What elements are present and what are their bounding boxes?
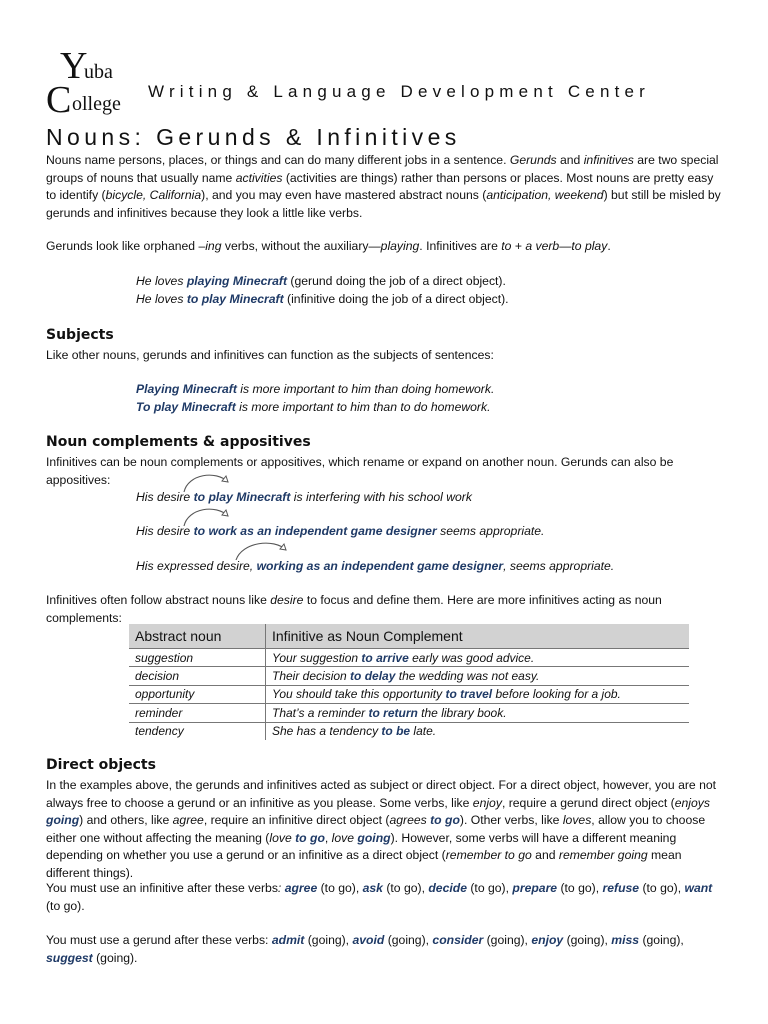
highlighted-term: to go [295,830,325,845]
highlighted-term: decide [428,881,467,895]
highlighted-term: want [684,881,713,895]
column-header: Abstract noun [129,624,266,649]
text-run: ) but still be misled by gerunds and infinitives because they look a little like verbs. [46,188,721,220]
text-run: He loves [136,292,187,306]
text-run: to focus and define them. Here are more infinitives acting as noun complements: [46,593,662,625]
text-run: Infinitives often follow abstract nouns like [46,593,271,607]
complements-followup [46,592,726,627]
intro-paragraph [46,152,726,222]
text-run: and [556,153,584,167]
highlighted-term: going [46,813,80,827]
highlighted-term: refuse [602,881,640,895]
text-run: (going). [92,950,138,965]
text-run: early was good advice. [408,650,535,665]
text-run: — [559,239,572,253]
italic-term: Gerunds [509,153,557,167]
direct-objects-paragraph [46,777,726,882]
text-run: , [324,830,332,845]
svg-text:Y: Y [60,45,88,87]
italic-term: activities [235,170,283,185]
italic-term: enjoys [674,795,710,810]
italic-term: love [269,830,296,845]
highlighted-term: to work as an independent game designer [193,524,437,538]
text-run: (to go), [557,881,603,895]
complements-text: Infinitives can be noun complements or appositives, which rename or expand on another noun. Gerunds can also be appositives: [46,455,674,487]
highlighted-term: prepare [512,881,558,895]
text-run: (going), [639,933,684,947]
complement-example-cell [266,685,690,703]
italic-term: ing [205,239,222,253]
text-run: ). Other verbs, like [459,813,563,827]
subjects-text: Like other nouns, gerunds and infinitives can function as the subjects of sentences: [46,348,494,362]
direct-objects-heading: Direct objects [46,757,156,773]
italic-term: love [331,830,358,845]
text-run: late. [410,724,437,739]
complement-example-cell [266,722,690,740]
text-run: His desire [136,490,194,504]
table-row [129,722,689,740]
page-title: Nouns: Gerunds & Infinitives [46,124,461,150]
highlighted-term: to arrive [361,650,409,665]
complement-example-cell [266,704,690,722]
highlighted-term: to go [430,813,460,827]
highlighted-term: to travel [445,687,493,702]
text-run: (to go). [46,898,85,913]
complement-example-cell [266,649,690,667]
text-run: . [607,239,611,253]
text-run: mean different things). [46,848,682,880]
text-run: (going), [304,933,353,947]
column-header: Infinitive as Noun Complement [266,624,690,649]
highlighted-term: admit [271,933,305,947]
highlighted-term: to be [381,724,411,739]
abstract-noun-cell: tendency [129,722,266,740]
highlighted-term: to play Minecraft [193,490,291,504]
text-run: ), and you may even have mastered abstract nouns ( [201,188,487,202]
highlighted-term: Playing Minecraft [136,382,237,396]
abstract-noun-cell: decision [129,667,266,685]
complement-example-cell [266,667,690,685]
italic-term: infinitives [583,153,634,167]
yuba-college-logo [46,45,141,121]
highlighted-term: to return [368,705,418,720]
table-row [129,649,689,667]
highlighted-term: agree [284,881,318,895]
highlighted-term: consider [432,933,484,947]
text-run: Their decision [272,669,351,684]
complements-example-3 [136,557,736,575]
logo-mark [46,45,141,121]
italic-term: bicycle, California [105,188,202,202]
highlighted-term: to delay [350,669,396,684]
highlighted-term: suggest [46,950,93,965]
text-run: (to go), [639,881,685,895]
text-run: (going), [563,933,612,947]
italic-term: to play [571,239,608,253]
text-run: You must use a gerund after these verbs: [46,933,272,947]
text-run: is more important to him than doing homework. [236,382,495,396]
text-run: ) and others, like [79,813,173,827]
text-run: , require an infinitive direct object ( [203,813,390,827]
noun-complement-table [129,624,689,740]
text-run: (to go), [317,881,363,895]
gerund-definition [46,238,726,256]
subjects-heading: Subjects [46,327,114,343]
italic-term: loves [562,813,592,827]
text-run: You should take this opportunity [272,687,446,702]
text-run: the library book. [417,705,507,720]
italic-term: enjoy [472,795,502,810]
gerund-verbs-paragraph [46,932,726,967]
italic-term: a verb [525,239,560,253]
abstract-noun-cell: reminder [129,704,266,722]
text-run: seems appropriate. [436,524,545,538]
table-header-row [129,624,689,649]
abstract-noun-cell: opportunity [129,685,266,703]
text-run: is interfering with his school work [290,490,472,504]
text-run: ). However, some verbs will have a different meaning depending on whether you use a gerund or an infinitive as a direct object ( [46,830,677,862]
highlighted-term: miss [611,933,640,947]
highlighted-term: to play Minecraft [186,292,284,306]
abstract-noun-cell: suggestion [129,649,266,667]
italic-term: playing [380,239,420,253]
svg-text:uba: uba [84,61,113,83]
intro-example-infinitive [136,290,736,308]
text-run: Your suggestion [272,650,362,665]
table-row [129,667,689,685]
text-run: That’s a reminder [272,705,369,720]
text-run: (to go), [382,881,429,895]
complements-heading: Noun complements & appositives [46,434,311,450]
text-run: is more important to him than to do homework. [235,400,491,414]
text-run: are two special groups of nouns that usually name [46,153,719,185]
text-run: Nouns name persons, places, or things and can do many different jobs in a sentence. [46,153,510,167]
svg-text:ollege: ollege [72,93,121,115]
text-run: , require a gerund direct object ( [501,795,675,810]
text-run: . Infinitives are [419,239,502,253]
text-run: , allow you to choose either one without affecting the meaning ( [46,813,706,845]
text-run: (infinitive doing the job of a direct object). [283,292,509,306]
subjects-example-gerund [136,380,736,398]
text-run: (gerund doing the job of a direct object). [287,274,506,288]
text-run: His desire [136,524,194,538]
highlighted-term: ask [362,881,383,895]
text-run: (activities are things) rather than persons or places. Most nouns are pretty easy to identify ( [46,170,714,202]
italic-term: agree [172,813,204,827]
text-run: (to go), [466,881,513,895]
subjects-example-infinitive [136,398,736,416]
text-run: (going), [384,933,433,947]
italic-term: remember going [558,848,648,862]
italic-term: desire [270,593,304,607]
italic-term: anticipation, weekend [486,188,604,202]
intro-example-gerund [136,272,736,290]
text-run: Gerunds look like orphaned – [46,239,206,253]
text-run: and [531,848,559,862]
table-row [129,704,689,722]
text-run: before looking for a job. [492,687,621,702]
svg-text:C: C [46,79,72,121]
text-run: You must use an infinitive after these verbs [46,881,278,895]
text-run: verbs, without the auxiliary— [221,239,381,253]
highlighted-term: working as an independent game designer [256,559,504,573]
highlighted-term: To play Minecraft [136,400,236,414]
text-run: She has a tendency [272,724,382,739]
highlighted-term: going [357,830,391,845]
italic-term: remember to go [445,848,532,862]
text-run: + [511,239,526,253]
text-run: , seems appropriate. [503,559,615,573]
infinitive-verbs-paragraph [46,880,726,915]
text-run: In the examples above, the gerunds and infinitives acted as subject or direct object. For a direct object, however, you are not always free to choose a gerund or an infinitive as you please. Some verbs, like [46,778,717,810]
text-run: He loves [136,274,187,288]
highlighted-term: playing Minecraft [186,274,288,288]
text-run: the wedding was not easy. [395,669,540,684]
italic-term: : [277,881,285,895]
highlighted-term: enjoy [531,933,564,947]
highlighted-term: avoid [352,933,385,947]
text-run: His expressed desire, [136,559,257,573]
center-name: Writing & Language Development Center [148,82,651,101]
italic-term: to [501,239,512,253]
table-row [129,685,689,703]
text-run: (going), [483,933,532,947]
italic-term: agrees [389,813,431,827]
